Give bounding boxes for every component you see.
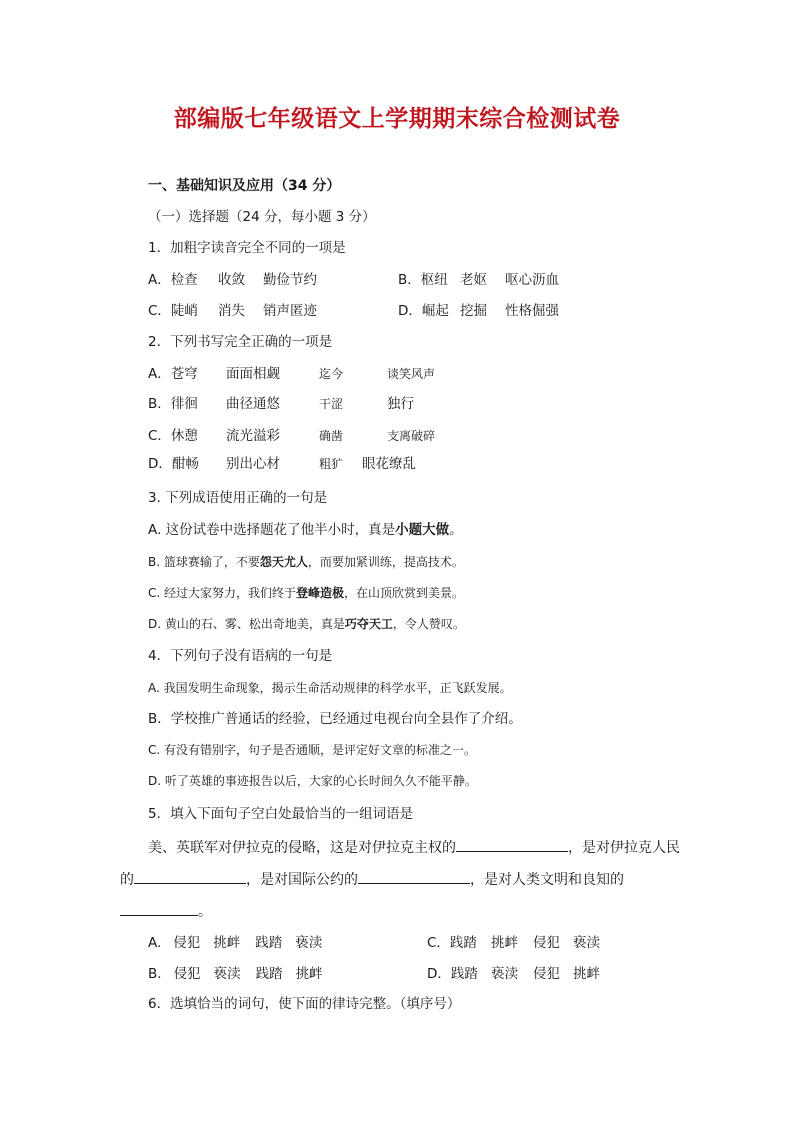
- question-2-option-b: [148, 394, 414, 414]
- option-text: 独行: [387, 396, 414, 412]
- option-text: 挑衅: [295, 966, 323, 982]
- passage-text: 。: [198, 904, 212, 920]
- option-text: 面面相觑: [226, 366, 280, 382]
- idiom-bold: 巧夺天工: [344, 617, 393, 631]
- option-text: B.: [148, 966, 162, 982]
- option-text: A．苍穹: [148, 366, 198, 382]
- question-4-option-c: C. 有没有错别字，句子是否通顺，是评定好文章的标准之一。: [148, 743, 477, 757]
- option-text: D．践踏: [427, 966, 478, 982]
- fill-blank[interactable]: [134, 868, 246, 884]
- option-text: C．践踏: [427, 935, 477, 951]
- option-text: 践踏: [255, 935, 283, 951]
- section-heading: 一、基础知识及应用（34 分）: [148, 178, 341, 194]
- passage-text: ，是对伊拉克人民: [568, 840, 680, 856]
- option-text: C. 经过大家努力，我们终于: [148, 586, 297, 600]
- question-1-option-d: [398, 301, 559, 321]
- option-text: 亵渎: [295, 935, 323, 951]
- option-text: 呕心沥血: [505, 272, 559, 288]
- idiom-bold: 怨天尤人: [259, 555, 308, 569]
- option-text: B．徘徊: [148, 396, 198, 412]
- question-4-stem: 4．下列句子没有语病的一句是: [148, 648, 333, 664]
- option-text: A. 这份试卷中选择题花了他半小时，真是: [148, 522, 396, 538]
- option-text: 流光溢彩: [226, 428, 280, 444]
- question-4-option-b: B．学校推广普通话的经验，已经通过电视台向全县作了介绍。: [148, 711, 522, 727]
- idiom-bold: 登峰造极: [296, 586, 345, 600]
- question-5-passage-line-1: [148, 836, 708, 858]
- option-text: 粗犷: [319, 457, 344, 471]
- option-text: 销声匿迹: [263, 303, 317, 319]
- question-1-option-b: [398, 270, 559, 290]
- question-1-stem: 1．加粗字读音完全不同的一项是: [148, 240, 346, 256]
- option-text: D. 黄山的石、雾、松出奇地美，真是: [148, 617, 345, 631]
- subsection-heading: （一）选择题（24 分，每小题 3 分）: [148, 209, 376, 225]
- fill-blank[interactable]: [456, 836, 568, 852]
- question-5-option-b: [148, 962, 323, 982]
- option-text: 别出心材: [226, 456, 280, 472]
- question-2-option-a: [148, 364, 435, 384]
- option-text: 勤俭节约: [263, 272, 317, 288]
- question-3-stem: 3. 下列成语使用正确的一句是: [148, 490, 328, 506]
- option-text: C．休憩: [148, 428, 198, 444]
- passage-text: 美、英联军对伊拉克的侵略，这是对伊拉克主权的: [148, 840, 456, 856]
- option-text: B．枢纽: [398, 272, 448, 288]
- fill-blank[interactable]: [120, 900, 198, 916]
- option-text: 性格倔强: [505, 303, 559, 319]
- fill-blank[interactable]: [358, 868, 470, 884]
- option-text: 挑衅: [491, 935, 518, 951]
- option-text: 。: [449, 522, 463, 538]
- question-5-stem: 5．填入下面句子空白处最恰当的一组词语是: [148, 806, 414, 822]
- option-text: C．陡峭: [148, 303, 198, 319]
- option-text: 挑衅: [213, 935, 241, 951]
- passage-text: ，是对人类文明和良知的: [470, 872, 624, 888]
- question-6-stem: 6．选填恰当的词句，使下面的律诗完整。（填序号）: [148, 996, 461, 1012]
- option-text: 侵犯: [173, 966, 201, 982]
- idiom-bold: 小题大做: [395, 522, 450, 538]
- question-5-option-c: [427, 931, 600, 951]
- question-4-option-d: D. 听了英雄的事迹报告以后，大家的心长时间久久不能平静。: [148, 774, 477, 788]
- option-text: 迄今: [319, 367, 344, 381]
- question-4-option-a: A. 我国发明生命现象，揭示生命活动规律的科学水平，正飞跃发展。: [148, 681, 512, 695]
- option-text: D．崛起: [398, 303, 449, 319]
- option-text: 曲径通悠: [226, 396, 280, 412]
- question-5-passage-line-2: [120, 868, 680, 890]
- passage-text: ，是对国际公约的: [246, 872, 358, 888]
- option-text: A．检查: [148, 272, 198, 288]
- question-5-passage-line-3: [120, 900, 680, 922]
- option-text: 收敛: [218, 272, 245, 288]
- option-text: ，而要加紧训练，提高技术。: [307, 555, 464, 569]
- option-text: 干涩: [319, 397, 344, 411]
- question-1-option-c: [148, 301, 317, 321]
- question-3-option-b: [148, 552, 464, 572]
- question-5-option-a: [148, 931, 322, 951]
- option-text: 亵渎: [491, 966, 518, 982]
- option-text: 侵犯: [533, 935, 560, 951]
- option-text: 亵渎: [573, 935, 600, 951]
- option-text: 侵犯: [533, 966, 560, 982]
- question-2-option-c: [148, 426, 435, 446]
- option-text: 践踏: [255, 966, 283, 982]
- option-text: 侵犯: [173, 935, 201, 951]
- option-text: A.: [148, 935, 162, 951]
- option-text: D．酣畅: [148, 456, 199, 472]
- page-title: 部编版七年级语文上学期期末综合检测试卷: [173, 105, 621, 132]
- option-text: 消失: [218, 303, 245, 319]
- question-1-option-a: [148, 270, 317, 290]
- option-text: 亵渎: [213, 966, 241, 982]
- question-2-stem: 2．下列书写完全正确的一项是: [148, 334, 333, 350]
- question-2-option-d: [148, 454, 416, 474]
- option-text: 眼花缭乱: [362, 456, 416, 472]
- option-text: 支离破碎: [387, 429, 436, 443]
- question-3-option-d: [148, 614, 465, 634]
- option-text: 确凿: [319, 429, 344, 443]
- question-3-option-a: [148, 520, 463, 540]
- option-text: ，在山顶欣赏到美景。: [344, 586, 465, 600]
- question-5-option-d: [427, 962, 600, 982]
- option-text: 挑衅: [573, 966, 600, 982]
- option-text: B. 篮球赛输了，不要: [148, 555, 260, 569]
- option-text: 挖掘: [460, 303, 487, 319]
- option-text: 谈笑风声: [387, 367, 436, 381]
- option-text: 老妪: [460, 272, 487, 288]
- option-text: ，令人赞叹。: [392, 617, 465, 631]
- question-3-option-c: [148, 583, 464, 603]
- passage-text: 的: [120, 872, 134, 888]
